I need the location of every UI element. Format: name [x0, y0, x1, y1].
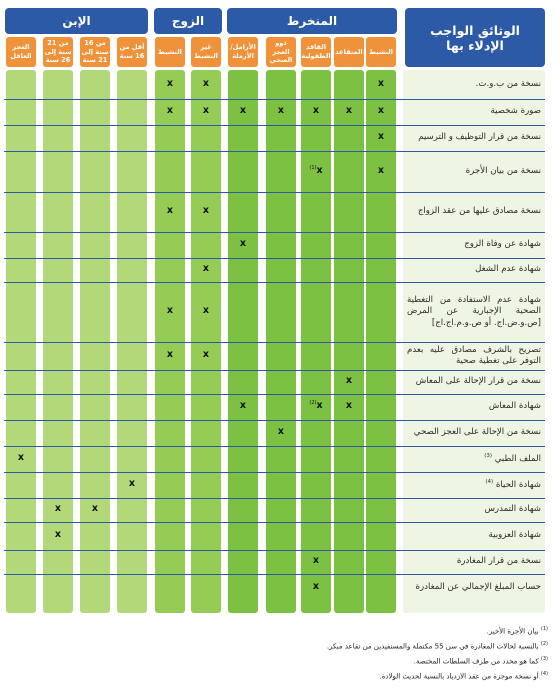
mark-x: x — [377, 77, 385, 89]
mark-x: x — [277, 105, 285, 116]
row-label-text: شهادة الحياة — [495, 479, 541, 490]
mark-x: x — [202, 305, 210, 316]
row-label — [407, 522, 541, 550]
row-label — [407, 192, 541, 232]
row-label-text: الملف الطبي — [494, 453, 541, 464]
check-mark — [301, 582, 331, 594]
footnote — [28, 671, 548, 680]
mark-x: x — [166, 205, 174, 216]
row-label — [407, 472, 541, 498]
row-label — [407, 125, 541, 151]
check-mark — [191, 306, 221, 318]
check-mark — [301, 166, 331, 178]
mark-x: x — [166, 77, 174, 89]
row-label-text: نسخة من بيان الأجرة — [465, 165, 541, 176]
row-label — [407, 258, 541, 282]
check-mark — [266, 106, 296, 118]
check-mark — [228, 239, 258, 251]
mark-x: x — [377, 164, 385, 176]
row-label — [407, 99, 541, 125]
footnote-text: بيان الأجرة الأخير. — [486, 627, 539, 636]
row-label — [407, 394, 541, 420]
mark-x: x — [239, 238, 247, 249]
check-mark — [266, 427, 296, 439]
check-mark — [334, 376, 364, 388]
check-mark — [80, 504, 110, 516]
mark-x: x — [316, 164, 323, 176]
row-label-text: نسخة مصادق عليها من عقد الزواج — [417, 206, 541, 217]
row-label — [407, 420, 541, 446]
footnote-number: (4) — [540, 671, 548, 677]
mark-x: x — [54, 503, 62, 514]
row-label — [407, 232, 541, 258]
row-label-text: شهادة عن وفاة الزوج — [464, 239, 541, 250]
footnote-number: (3) — [540, 656, 548, 662]
row-label — [407, 282, 541, 342]
row-label — [407, 498, 541, 522]
check-mark — [43, 504, 73, 516]
check-mark — [366, 79, 396, 91]
mark-x: x — [202, 263, 210, 274]
row-label-text: نسخة من الإحالة على العجز الصحي — [413, 427, 541, 438]
mark-x: x — [345, 400, 353, 411]
row-label — [407, 151, 541, 192]
check-mark — [191, 264, 221, 276]
row-label — [407, 342, 541, 370]
mark-x: x — [202, 349, 210, 360]
mark-x: x — [345, 375, 353, 386]
row-label — [407, 446, 541, 472]
mark-x: x — [166, 105, 174, 116]
footnote-number: (1) — [540, 626, 548, 632]
column-header-3: ذوو العجز الصحي — [266, 37, 296, 67]
check-mark — [228, 106, 258, 118]
column-header-10: العجز العاقل — [6, 37, 36, 67]
footnote-ref: (4) — [485, 478, 494, 485]
row-label-text: شهادة التمدرس — [484, 504, 541, 515]
column-header-5: غير النشيط — [191, 37, 221, 67]
mark-x: x — [312, 105, 320, 116]
column-header-1: المتقاعد — [334, 37, 364, 67]
footnote-text: بالنسبة لحالات المغادرة في سن 55 مكتملة والمستفيدين من تقاعد مبكر. — [326, 642, 539, 651]
mark-x: x — [277, 426, 285, 437]
row-label-text: حساب المبلغ الإجمالي عن المغادرة — [415, 582, 541, 593]
group-header-spouse: الزوج — [154, 8, 222, 34]
row-label-text: صورة شخصية — [490, 106, 541, 117]
row-label-text: نسخة من ب.و.ت. — [475, 78, 541, 89]
check-mark — [334, 106, 364, 118]
column-header-6: النشيط — [155, 37, 185, 67]
column-header-4: الأرامل/ الأرملة — [228, 37, 258, 67]
footnote-number: (2) — [540, 641, 548, 647]
check-mark — [155, 106, 185, 118]
mark-x: x — [166, 349, 174, 360]
row-label-text: نسخة من قرار الإحالة على المعاش — [415, 376, 541, 387]
row-label-text: شهادة عدم الاستفادة من التغطية الصحية الإجبارية عن المرض [ص.و.ض.اج. أو ص.و.م.اج.اج] — [407, 294, 541, 328]
mark-x: x — [312, 581, 320, 592]
mark-x: x — [239, 400, 247, 411]
table-title: الوثائق الواجب الإدلاء بها — [405, 8, 545, 67]
footnote-ref: (1) — [309, 164, 317, 171]
check-mark — [191, 206, 221, 218]
mark-x: x — [202, 205, 210, 216]
footnote — [28, 641, 548, 650]
row-label-text: شهادة المعاش — [488, 401, 541, 412]
column-header-0: النشيط — [366, 37, 396, 67]
column-header-9: من 21 سنة إلى 26 سنة — [43, 37, 73, 67]
mark-x: x — [202, 77, 210, 89]
mark-x: x — [345, 105, 353, 116]
row-label-text: نسخة من قرار المغادرة — [456, 556, 541, 567]
check-mark — [301, 106, 331, 118]
check-mark — [301, 556, 331, 568]
footnote-ref: (2) — [309, 400, 317, 406]
check-mark — [155, 79, 185, 91]
check-mark — [43, 530, 73, 542]
footnote-text: كما هو محدد من طرف السلطات المختصة. — [413, 657, 539, 666]
mark-x: x — [239, 105, 247, 116]
check-mark — [366, 166, 396, 178]
mark-x: x — [91, 503, 99, 514]
check-mark — [366, 132, 396, 144]
check-mark — [191, 350, 221, 362]
footnote-text: أو نسخة موجزة من عقد الازدياد بالنسبة لحديث الولادة. — [379, 672, 539, 681]
row-label — [407, 550, 541, 574]
footnote — [28, 626, 548, 635]
mark-x: x — [377, 131, 385, 142]
check-mark — [228, 401, 258, 413]
column-header-2: الفاقد الطفولية — [301, 37, 331, 67]
mark-x: x — [166, 305, 174, 316]
row-label-text: نسخة من قرار التوظيف و الترسيم — [418, 132, 541, 143]
row-label — [407, 70, 541, 99]
row-label — [407, 370, 541, 394]
mark-x: x — [128, 478, 136, 489]
check-mark — [366, 106, 396, 118]
footnote-ref: (3) — [484, 452, 492, 459]
check-mark — [155, 206, 185, 218]
mark-x: x — [377, 105, 385, 116]
check-mark — [191, 106, 221, 118]
footnote — [28, 656, 548, 665]
column-header-8: من 16 سنة إلى 21 سنة — [80, 37, 110, 67]
mark-x: x — [312, 555, 320, 566]
check-mark — [191, 79, 221, 91]
mark-x: x — [17, 452, 25, 463]
row-label-text: تصريح بالشرف مصادق عليه بعدم التوفر على تغطية صحية — [407, 344, 541, 366]
column-header-7: أقل من 16 سنة — [117, 37, 147, 67]
row-label — [407, 574, 541, 602]
mark-x: x — [202, 105, 210, 116]
row-label-text: شهادة العزوبية — [488, 530, 541, 541]
mark-x: x — [316, 400, 323, 412]
check-mark — [117, 479, 147, 491]
group-header-children: الإبن — [5, 8, 148, 34]
check-mark — [6, 453, 36, 465]
check-mark — [155, 350, 185, 362]
row-label-text: شهادة عدم الشغل — [475, 264, 541, 275]
check-mark — [301, 401, 331, 413]
check-mark — [334, 401, 364, 413]
check-mark — [155, 306, 185, 318]
mark-x: x — [54, 529, 62, 540]
group-header-insured: المنخرط — [227, 8, 397, 34]
